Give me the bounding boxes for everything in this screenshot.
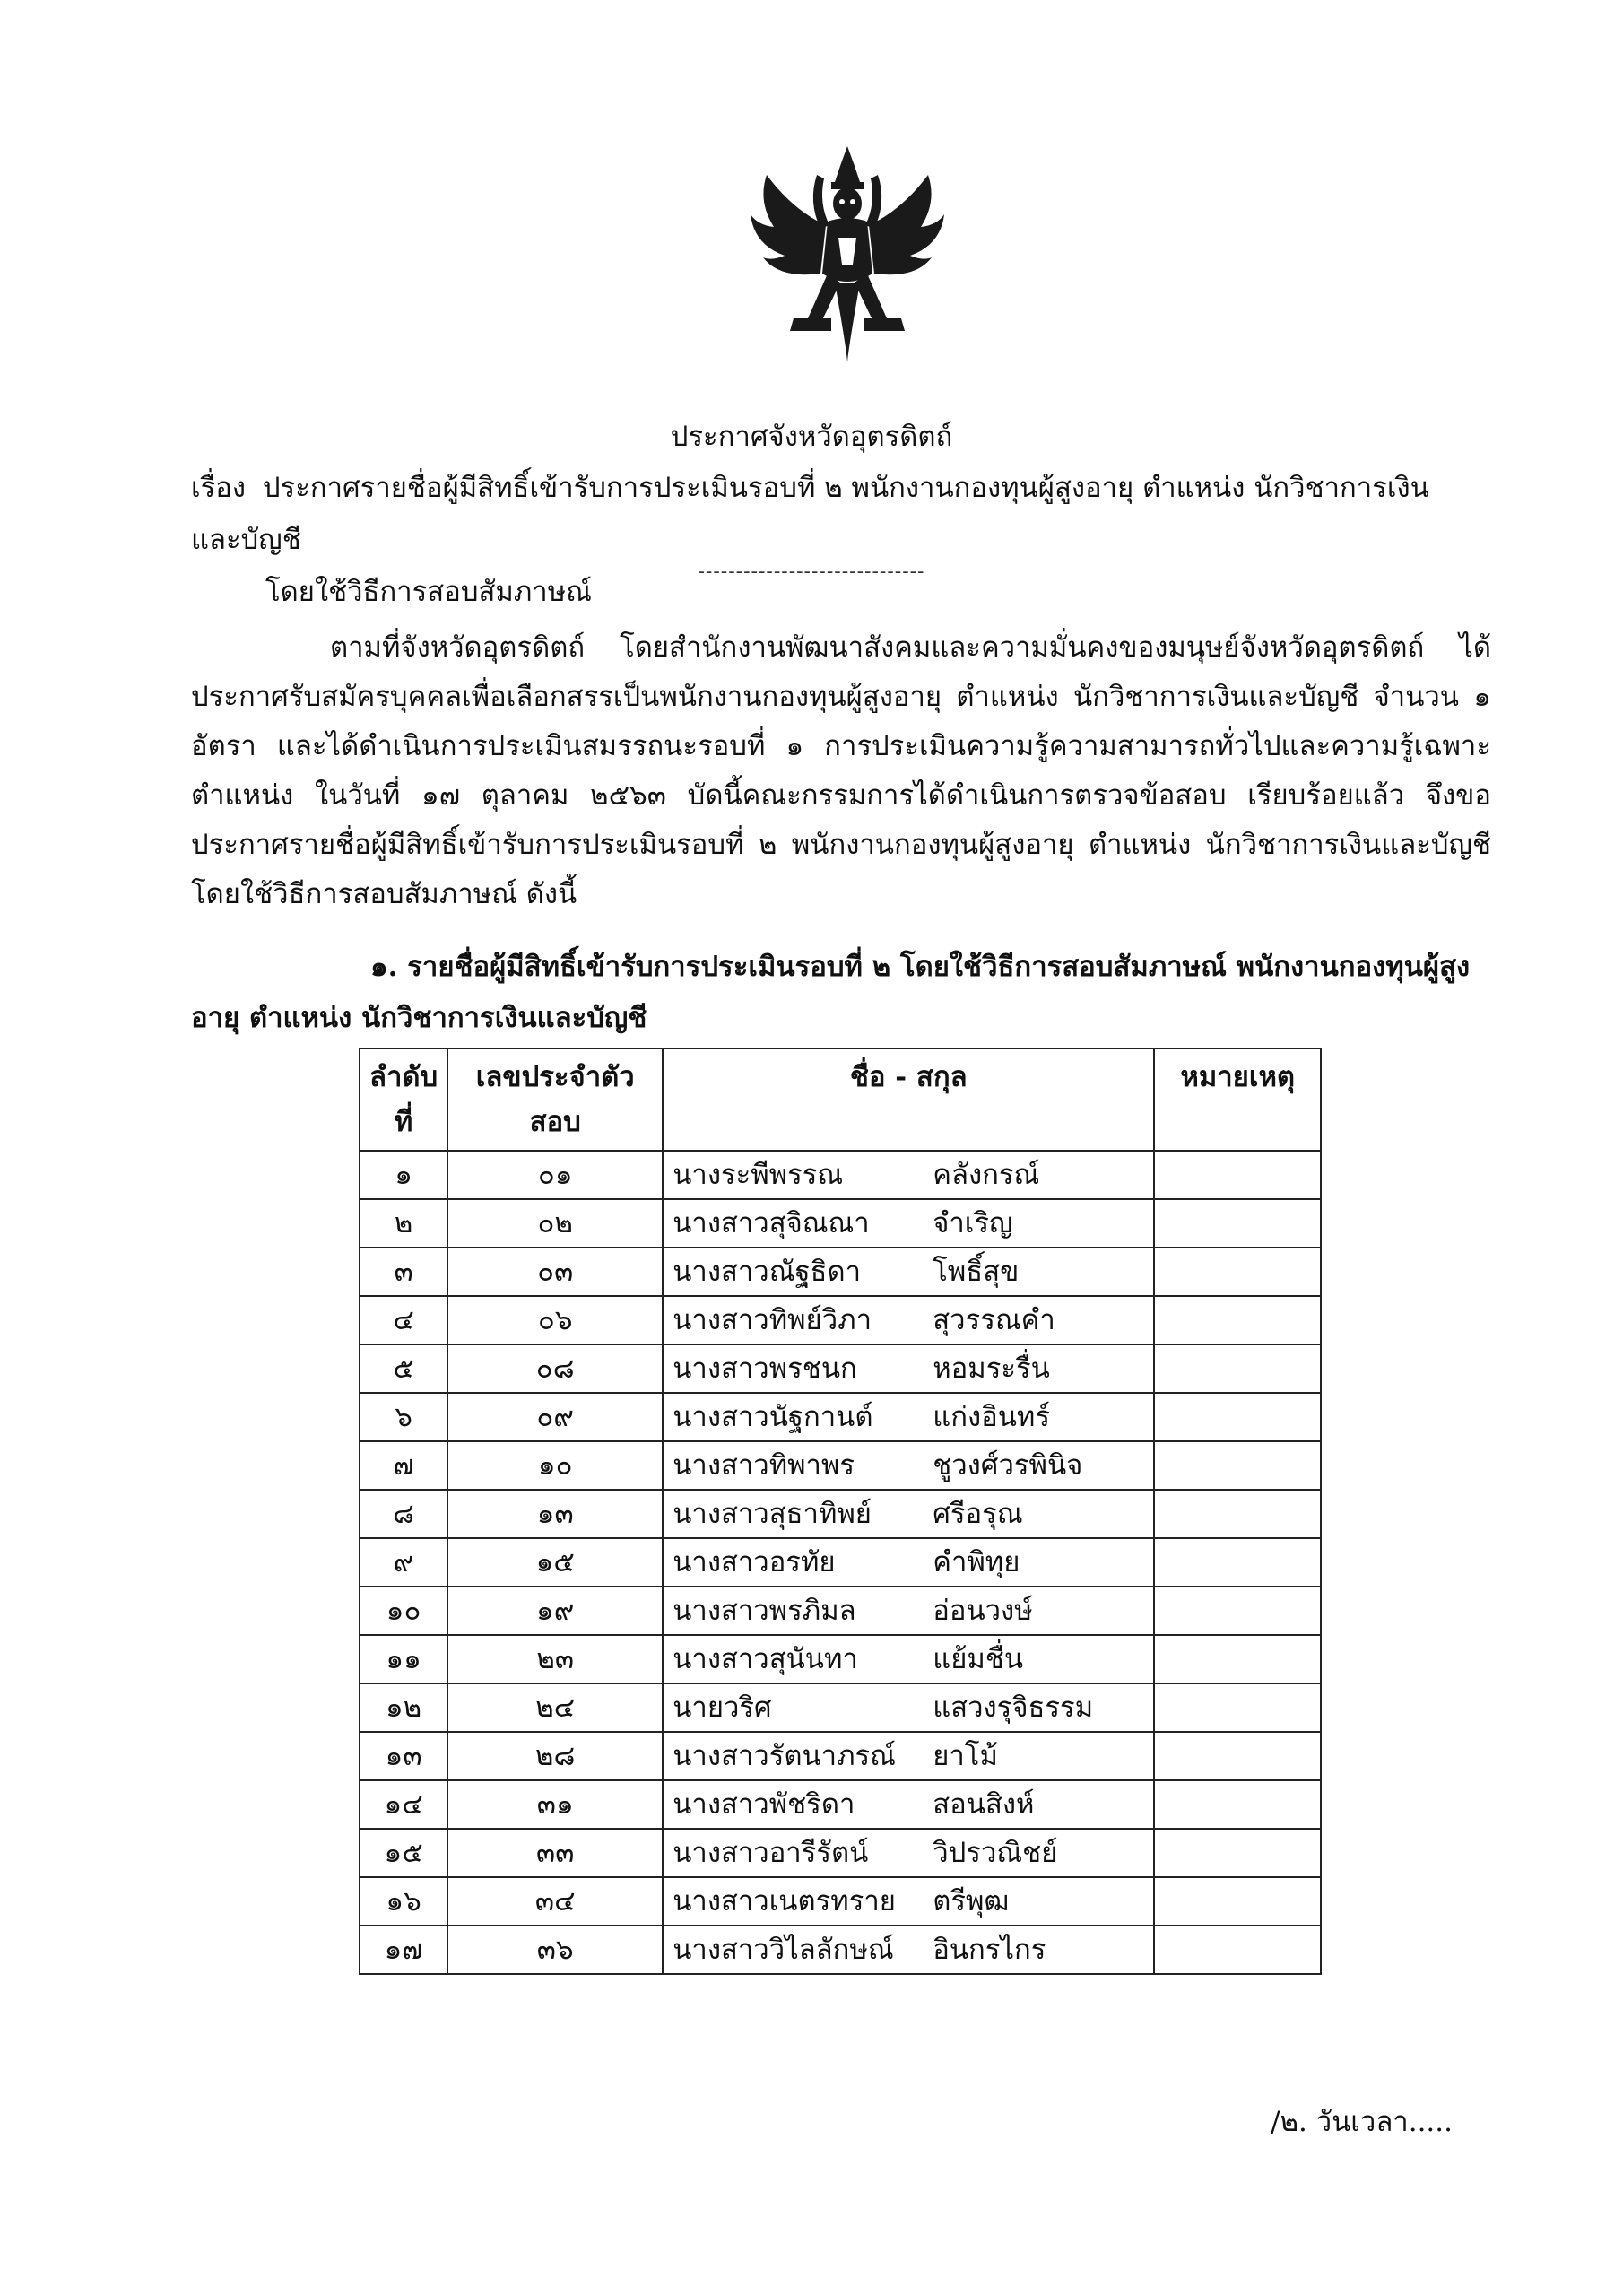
cell-note	[1154, 1683, 1321, 1732]
cell-full-name	[663, 1248, 1154, 1296]
cell-seq: ๗	[360, 1441, 447, 1490]
table-row	[360, 1732, 1321, 1780]
cell-seq: ๑๓	[360, 1732, 447, 1780]
cell-exam-id: ๒๓	[447, 1635, 663, 1683]
last-name: วิปรวณิชย์	[933, 1837, 1058, 1869]
last-name: ยาโม้	[933, 1740, 998, 1772]
last-name: หอมระรื่น	[933, 1352, 1050, 1385]
header-id	[447, 1048, 663, 1151]
cell-exam-id: ๓๖	[447, 1926, 663, 1974]
cell-seq: ๙	[360, 1538, 447, 1587]
table-row	[360, 1344, 1321, 1393]
cell-full-name	[663, 1587, 1154, 1635]
subject-block	[191, 462, 1464, 618]
cell-exam-id: ๒๘	[447, 1732, 663, 1780]
last-name: จำเริญ	[933, 1207, 1013, 1239]
header-id-line1: เลขประจำตัว	[475, 1061, 635, 1093]
cell-full-name	[663, 1683, 1154, 1732]
last-name: แสวงรุจิธรรม	[933, 1692, 1094, 1724]
cell-exam-id: ๐๓	[447, 1248, 663, 1296]
table-row	[360, 1829, 1321, 1877]
cell-exam-id: ๑๙	[447, 1587, 663, 1635]
table-row	[360, 1151, 1321, 1199]
cell-note	[1154, 1732, 1321, 1780]
first-name: นางสาวสุธาทิพย์	[673, 1498, 872, 1530]
first-name: นางสาวพรชนก	[673, 1352, 857, 1385]
body-paragraph	[191, 623, 1491, 919]
cell-full-name	[663, 1296, 1154, 1344]
table-row	[360, 1199, 1321, 1248]
cell-exam-id: ๓๔	[447, 1877, 663, 1926]
last-name: แก่งอินทร์	[933, 1401, 1050, 1433]
announcement-title: ประกาศจังหวัดอุตรดิตถ์	[670, 421, 953, 453]
candidate-table	[359, 1048, 1322, 1975]
first-name: นางสาววิไลลักษณ์	[673, 1934, 894, 1966]
table-row	[360, 1441, 1321, 1490]
garuda-emblem-icon	[731, 139, 964, 372]
cell-full-name	[663, 1344, 1154, 1393]
cell-seq: ๔	[360, 1296, 447, 1344]
cell-full-name	[663, 1926, 1154, 1974]
header-note: หมายเหตุ	[1154, 1048, 1321, 1151]
cell-note	[1154, 1248, 1321, 1296]
section-heading: ๑. รายชื่อผู้มีสิทธิ์เข้ารับการประเมินรอบที่ ๒ โดยใช้วิธีการสอบสัมภาษณ์ พนักงานกองทุนผู้สูงอายุ ตำแหน่ง นักวิชาการเงินและบัญชี	[191, 951, 1471, 1034]
first-name: นางสาวพัชริดา	[673, 1788, 855, 1821]
first-name: นางสาวทิพาพร	[673, 1449, 855, 1482]
cell-exam-id: ๐๖	[447, 1296, 663, 1344]
first-name: นางสาวสุนันทา	[673, 1643, 858, 1675]
table-row	[360, 1635, 1321, 1683]
cell-exam-id: ๐๒	[447, 1199, 663, 1248]
first-name: นางสาวสุจิณณา	[673, 1207, 870, 1239]
table-row	[360, 1926, 1321, 1974]
continuation-note: /๒. วันเวลา.....	[1271, 2106, 1453, 2138]
table-row	[360, 1877, 1321, 1926]
last-name: สุวรรณคำ	[933, 1304, 1055, 1336]
cell-full-name	[663, 1151, 1154, 1199]
table-row	[360, 1393, 1321, 1441]
subject-line-2: โดยใช้วิธีการสอบสัมภาษณ์	[265, 576, 592, 608]
last-name: อ่อนวงษ์	[933, 1595, 1033, 1627]
first-name: นายวริศ	[673, 1692, 772, 1724]
cell-exam-id: ๒๔	[447, 1683, 663, 1732]
cell-note	[1154, 1344, 1321, 1393]
cell-note	[1154, 1199, 1321, 1248]
cell-exam-id: ๓๑	[447, 1780, 663, 1829]
cell-seq: ๒	[360, 1199, 447, 1248]
subject-label: เรื่อง	[191, 472, 247, 504]
cell-note	[1154, 1926, 1321, 1974]
cell-full-name	[663, 1780, 1154, 1829]
table-row	[360, 1587, 1321, 1635]
last-name: แย้มชื่น	[933, 1643, 1024, 1675]
first-name: นางสาวอรทัย	[673, 1546, 836, 1578]
cell-exam-id: ๑๕	[447, 1538, 663, 1587]
subject-text: ประกาศรายชื่อผู้มีสิทธิ์เข้ารับการประเมินรอบที่ ๒ พนักงานกองทุนผู้สูงอายุ ตำแหน่ง นักวิชาการเงินและบัญชี	[191, 472, 1429, 556]
cell-seq: ๑๕	[360, 1829, 447, 1877]
first-name: นางระพีพรรณ	[673, 1159, 844, 1191]
first-name: นางสาวนัฐกานต์	[673, 1401, 873, 1433]
header-name: ชื่อ - สกุล	[663, 1048, 1154, 1151]
last-name: ศรีอรุณ	[933, 1498, 1023, 1530]
table-row	[360, 1490, 1321, 1538]
cell-exam-id: ๐๙	[447, 1393, 663, 1441]
cell-full-name	[663, 1635, 1154, 1683]
cell-full-name	[663, 1732, 1154, 1780]
table-header-row	[360, 1048, 1321, 1151]
cell-note	[1154, 1151, 1321, 1199]
cell-seq: ๓	[360, 1248, 447, 1296]
separator-line: ------------------------------	[698, 561, 925, 583]
last-name: อินกรไกร	[933, 1934, 1046, 1966]
cell-exam-id: ๐๘	[447, 1344, 663, 1393]
cell-exam-id: ๓๓	[447, 1829, 663, 1877]
cell-full-name	[663, 1829, 1154, 1877]
last-name: ชูวงศ์วรพินิจ	[933, 1449, 1083, 1482]
cell-note	[1154, 1877, 1321, 1926]
table-row	[360, 1780, 1321, 1829]
cell-note	[1154, 1490, 1321, 1538]
table-row	[360, 1296, 1321, 1344]
cell-note	[1154, 1780, 1321, 1829]
header-seq-line1: ลำดับ	[369, 1061, 438, 1093]
cell-exam-id: ๐๑	[447, 1151, 663, 1199]
last-name: คำพิทุย	[933, 1546, 1020, 1578]
cell-seq: ๕	[360, 1344, 447, 1393]
header-seq-line2: ที่	[394, 1106, 413, 1138]
header-id-line2: สอบ	[529, 1106, 581, 1138]
table-row	[360, 1248, 1321, 1296]
cell-exam-id: ๑๓	[447, 1490, 663, 1538]
last-name: สอนสิงห์	[933, 1788, 1035, 1821]
cell-seq: ๑๔	[360, 1780, 447, 1829]
table-row	[360, 1538, 1321, 1587]
cell-seq: ๖	[360, 1393, 447, 1441]
cell-note	[1154, 1635, 1321, 1683]
cell-full-name	[663, 1441, 1154, 1490]
cell-exam-id: ๑๐	[447, 1441, 663, 1490]
table-row	[360, 1683, 1321, 1732]
first-name: นางสาวณัฐธิดา	[673, 1256, 862, 1288]
body-text: ตามที่จังหวัดอุตรดิตถ์ โดยสำนักงานพัฒนาสังคมและความมั่นคงของมนุษย์จังหวัดอุตรดิตถ์ ได้ประกาศรับสมัครบุคคลเพื่อเลือกสรรเป็นพนักงานกองทุนผู้สูงอายุ ตำแหน่ง นักวิชาการเงินและบัญชี จำนวน ๑ อัตรา และได้ดำเนินการประเมินสมรรถนะรอบที่ ๑ การประเมินความรู้ความสามารถทั่วไปและความรู้เฉพาะตำแหน่ง ในวันที่ ๑๗ ตุลาคม ๒๕๖๓ บัดนี้คณะกรรมการได้ดำเนินการตรวจข้อสอบ เรียบร้อยแล้ว จึงขอประกาศรายชื่อผู้มีสิทธิ์เข้ารับการประเมินรอบที่ ๒ พนักงานกองทุนผู้สูงอายุ ตำแหน่ง นักวิชาการเงินและบัญชี โดยใช้วิธีการสอบสัมภาษณ์ ดังนี้	[191, 631, 1491, 910]
last-name: ตรีพุฒ	[933, 1885, 1010, 1918]
cell-full-name	[663, 1199, 1154, 1248]
cell-seq: ๑๒	[360, 1683, 447, 1732]
table-body	[360, 1151, 1321, 1974]
first-name: นางสาวเนตรทราย	[673, 1885, 896, 1918]
first-name: นางสาวพรภิมล	[673, 1595, 856, 1627]
subject-line-1	[191, 462, 1464, 566]
cell-seq: ๑๗	[360, 1926, 447, 1974]
cell-full-name	[663, 1877, 1154, 1926]
cell-seq: ๑	[360, 1151, 447, 1199]
first-name: นางสาวทิพย์วิภา	[673, 1304, 872, 1336]
cell-seq: ๑๑	[360, 1635, 447, 1683]
cell-note	[1154, 1829, 1321, 1877]
cell-note	[1154, 1441, 1321, 1490]
last-name: โพธิ์สุข	[933, 1256, 1020, 1288]
cell-full-name	[663, 1393, 1154, 1441]
cell-seq: ๘	[360, 1490, 447, 1538]
last-name: คลังกรณ์	[933, 1159, 1040, 1191]
cell-seq: ๑๐	[360, 1587, 447, 1635]
cell-full-name	[663, 1490, 1154, 1538]
cell-full-name	[663, 1538, 1154, 1587]
first-name: นางสาวรัตนาภรณ์	[673, 1740, 896, 1772]
cell-note	[1154, 1587, 1321, 1635]
cell-note	[1154, 1296, 1321, 1344]
first-name: นางสาวอารีรัตน์	[673, 1837, 869, 1869]
cell-seq: ๑๖	[360, 1877, 447, 1926]
cell-note	[1154, 1393, 1321, 1441]
header-seq	[360, 1048, 447, 1151]
cell-note	[1154, 1538, 1321, 1587]
